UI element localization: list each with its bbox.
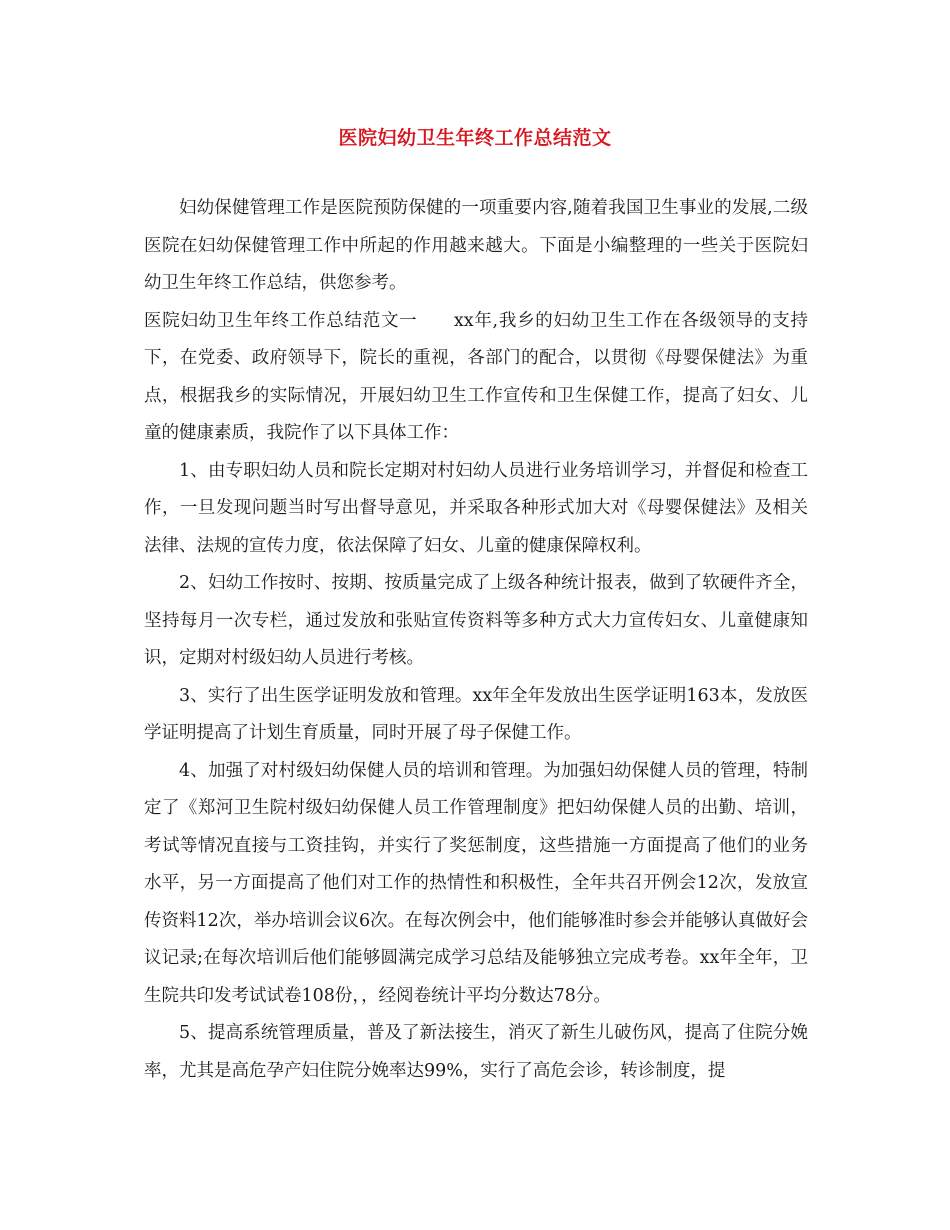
document-body [144, 190, 808, 1090]
paragraph-intro: 妇幼保健管理工作是医院预防保健的一项重要内容,随着我国卫生事业的发展,二级医院在妇幼保健管理工作中所起的作用越来越大。下面是小编整理的一些关于医院妇幼卫生年终工作总结，供您参考。 [144, 198, 808, 293]
paragraph-item-3: 3、实行了出生医学证明发放和管理。xx年全年发放出生医学证明163本，发放医学证明提高了计划生育质量，同时开展了母子保健工作。 [144, 685, 808, 743]
paragraph-item-4: 4、加强了对村级妇幼保健人员的培训和管理。为加强妇幼保健人员的管理，特制定了《郑河卫生院村级妇幼保健人员工作管理制度》把妇幼保健人员的出勤、培训，考试等情况直接与工资挂钩，并实行了奖惩制度，这些措施一方面提高了他们的业务水平，另一方面提高了他们对工作的热情性和积极性，全年共召开例会12次，发放宣传资料12次，举办培训会议6次。在每次例会中，他们能够准时参会并能够认真做好会议记录;在每次培训后他们能够圆满完成学习总结及能够独立完成考卷。xx年全年，卫生院共印发考试试卷108份，，经阅卷统计平均分数达78分。 [144, 760, 808, 1006]
paragraph-item-5: 5、提高系统管理质量，普及了新法接生，消灭了新生儿破伤风，提高了住院分娩率，尤其是高危孕产妇住院分娩率达99%，实行了高危会诊，转诊制度，提 [144, 1023, 808, 1081]
paragraph-item-2: 2、妇幼工作按时、按期、按质量完成了上级各种统计报表，做到了软硬件齐全，坚持每月一次专栏，通过发放和张贴宣传资料等多种方式大力宣传妇女、儿童健康知识，定期对村级妇幼人员进行考核。 [144, 573, 808, 668]
paragraph-section-one: 医院妇幼卫生年终工作总结范文一 xx年,我乡的妇幼卫生工作在各级领导的支持下，在党委、政府领导下，院长的重视，各部门的配合，以贯彻《母婴保健法》为重点，根据我乡的实际情况，开展妇幼卫生工作宣传和卫生保健工作，提高了妇女、儿童的健康素质，我院作了以下具体工作： [144, 310, 808, 443]
paragraph-item-1: 1、由专职妇幼人员和院长定期对村妇幼人员进行业务培训学习，并督促和检查工作，一旦发现问题当时写出督导意见，并采取各种形式加大对《母婴保健法》及相关法律、法规的宣传力度，依法保障了妇女、儿童的健康保障权利。 [144, 460, 808, 556]
document-title: 医院妇幼卫生年终工作总结范文 [338, 127, 612, 149]
